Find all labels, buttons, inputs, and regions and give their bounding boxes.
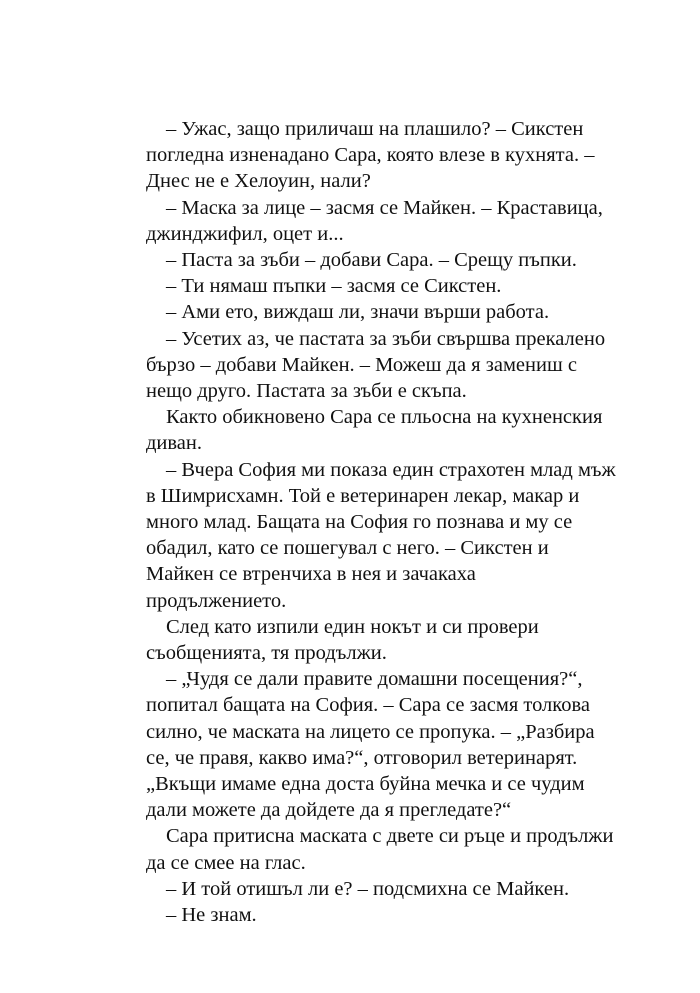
text-line: – И той отишъл ли е? – подсмихна се Майкен. [166,877,570,900]
text-line: дали можете да дойдете да я прегледате?“ [146,799,512,822]
text-line: нещо друго. Пастата за зъби е скъпа. [146,380,467,403]
text-line: много млад. Бащата на София го познава и му се [146,511,573,534]
text-line: продължението. [146,589,287,612]
text-line: попитал бащата на София. – Сара се засмя толкова [146,694,590,717]
text-line: – Не знам. [166,904,257,927]
text-line: – „Чудя се дали правите домашни посещения?“, [166,668,583,691]
text-line: Както обикновено Сара се пльосна на кухненския [166,406,603,429]
text-line: Сара притисна маската с двете си ръце и продължи [166,825,614,848]
text-line: бързо – добави Майкен. – Можеш да я замениш с [146,353,577,376]
page-text [146,116,616,928]
text-line: диван. [146,432,203,455]
text-line: – Маска за лице – засмя се Майкен. – Краставица, [166,196,603,219]
text-line: силно, че маската на лицето се пропука. – „Разбира [146,720,595,743]
text-line: – Вчера София ми показа един страхотен млад мъж [166,458,616,481]
text-line: – Паста за зъби – добави Сара. – Срещу пъпки. [166,249,577,272]
text-line: „Вкъщи имаме една доста буйна мечка и се чудим [146,773,585,796]
text-line: в Шимрисхамн. Той е ветеринарен лекар, макар и [146,484,580,507]
text-line: Майкен се втренчиха в нея и зачакаха [146,563,476,586]
text-line: съобщенията, тя продължи. [146,642,387,665]
text-line: – Ужас, защо приличаш на плашило? – Сикстен [166,118,584,140]
text-line: джинджифил, оцет и... [146,222,344,245]
text-line: се, че правя, какво има?“, отговорил ветеринарят. [146,746,578,769]
text-line: – Ами ето, виждаш ли, значи върши работа. [166,301,550,324]
text-line: – Ти нямаш пъпки – засмя се Сикстен. [166,275,502,298]
text-line: – Усетих аз, че пастата за зъби свършва прекалено [166,327,606,350]
text-line: Днес не е Хелоуин, нали? [146,170,371,193]
text-line: обадил, като се пошегувал с него. – Сикстен и [146,537,549,560]
text-line: погледна изненадано Сара, която влезе в кухнята. – [146,144,595,167]
text-line: да се смее на глас. [146,851,306,874]
text-line: След като изпили един нокът и си провери [166,615,539,638]
